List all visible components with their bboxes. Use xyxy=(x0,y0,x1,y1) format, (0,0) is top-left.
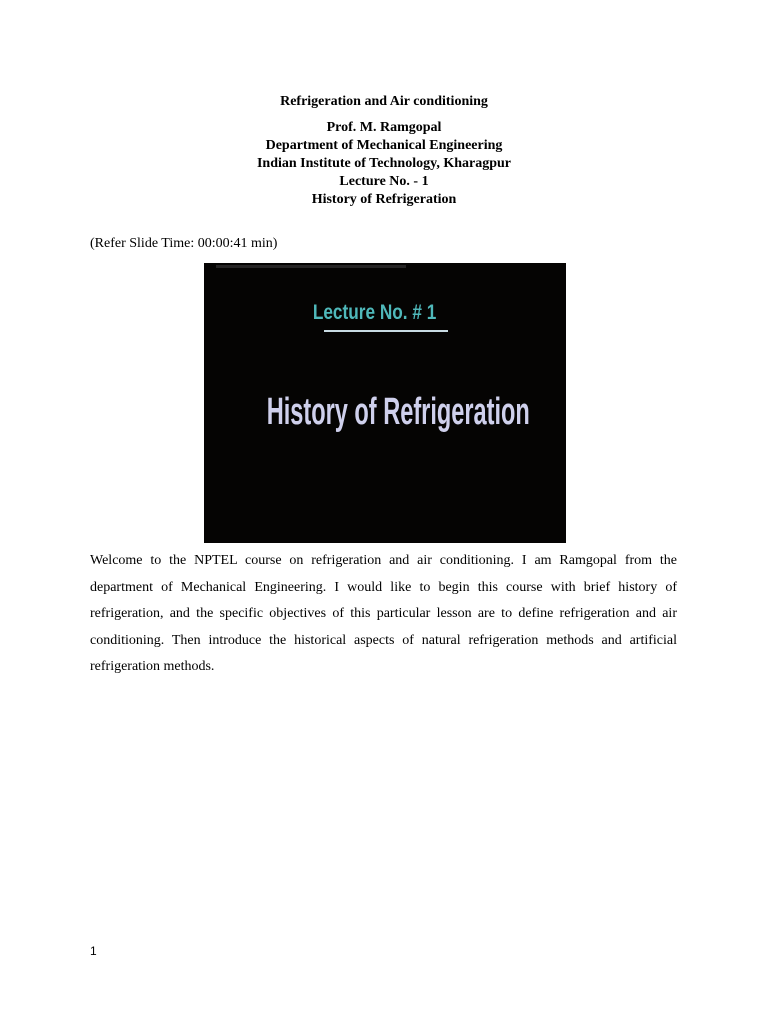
department-name: Department of Mechanical Engineering xyxy=(265,138,503,153)
intro-paragraph: Welcome to the NPTEL course on refrigeration and air conditioning. I am Ramgopal from the department of Mechanical Engineering. I would like to begin this course with brief history of refrigeration, and the specific objectives of this particular lesson are to define refrigeration and air conditioning. Then introduce the historical aspects of natural refrigeration methods and artificial refrigeration methods. xyxy=(90,553,677,675)
slide-heading-underline xyxy=(324,330,448,332)
lecture-number: Lecture No. - 1 xyxy=(339,174,429,189)
slide-time-reference: (Refer Slide Time: 00:00:41 min) xyxy=(90,236,278,251)
slide-heading: Lecture No. # 1 xyxy=(312,301,437,324)
slide-cropped-edge xyxy=(216,263,406,268)
lecture-metadata xyxy=(0,119,768,209)
page-number: 1 xyxy=(90,944,97,958)
course-title: Refrigeration and Air conditioning xyxy=(280,94,488,109)
lecture-title: History of Refrigeration xyxy=(311,192,457,207)
professor-name: Prof. M. Ramgopal xyxy=(326,120,442,135)
institute-name: Indian Institute of Technology, Kharagpur xyxy=(256,156,511,171)
slide-image xyxy=(204,263,566,543)
slide-title: History of Refrigeration xyxy=(266,391,530,433)
